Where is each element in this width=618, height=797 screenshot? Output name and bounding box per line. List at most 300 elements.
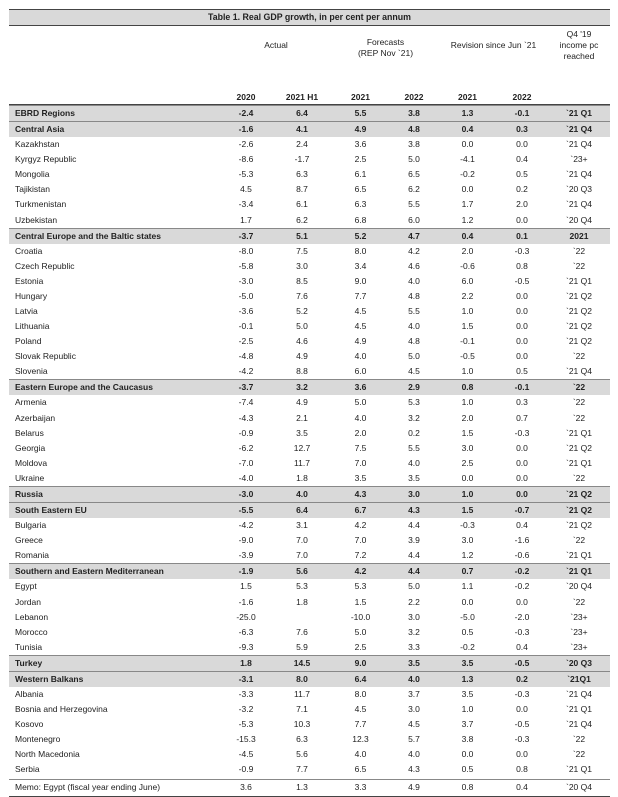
column-headers (9, 90, 610, 105)
cell: 4.0 (408, 749, 420, 760)
cell: 6.8 (354, 214, 367, 225)
row-label: South Eastern EU (15, 505, 87, 516)
col-2021h1: 2021 H1 (285, 92, 319, 102)
cell: 1.3 (296, 782, 308, 793)
cell: 7.1 (296, 704, 308, 715)
row-label: Lebanon (15, 611, 49, 622)
header-q4 (548, 29, 610, 62)
cell: 4.5 (240, 184, 252, 195)
cell: 3.0 (408, 488, 420, 499)
table-row (9, 625, 610, 640)
cell: `21 Q1 (566, 764, 592, 775)
cell: -0.1 (514, 382, 530, 393)
cell: 2.5 (354, 641, 367, 652)
cell: -0.3 (514, 626, 530, 637)
cell: `21 Q2 (566, 442, 592, 453)
cell: -0.2 (460, 641, 475, 652)
cell: 4.9 (296, 351, 308, 362)
cell: 4.0 (408, 321, 420, 332)
cell: -0.2 (514, 581, 530, 592)
cell: `21 Q2 (566, 306, 592, 317)
header-forecasts-l1: Forecasts (366, 37, 405, 47)
cell: 3.5 (461, 688, 474, 699)
cell: 6.5 (354, 184, 367, 195)
cell: 5.0 (408, 351, 420, 362)
cell: 3.2 (408, 626, 420, 637)
cell: 0.8 (516, 764, 528, 775)
cell: 4.2 (408, 245, 420, 256)
cell: 3.8 (408, 108, 420, 118)
cell: 6.0 (354, 366, 367, 377)
cell: -1.6 (514, 535, 530, 546)
table-row (9, 259, 610, 274)
cell: -0.1 (460, 336, 475, 347)
cell: 8.7 (296, 184, 308, 195)
cell: 0.3 (516, 124, 528, 135)
cell: 2.1 (296, 412, 308, 423)
cell: 3.2 (408, 412, 420, 423)
table-row (9, 244, 610, 259)
cell: -0.5 (514, 719, 530, 730)
cell: 0.0 (516, 749, 528, 760)
cell: 8.5 (296, 275, 308, 286)
table-row (9, 152, 610, 167)
table-row (9, 518, 610, 533)
cell: 7.0 (296, 535, 308, 546)
cell: 9.0 (354, 275, 367, 286)
cell: 3.8 (461, 734, 474, 745)
table-row (9, 732, 610, 747)
cell: -4.2 (238, 520, 254, 531)
cell: 5.3 (296, 581, 308, 592)
table-row (9, 441, 610, 456)
cell: 5.3 (408, 397, 420, 408)
cell: 2.0 (516, 199, 528, 210)
cell: 3.5 (461, 657, 474, 668)
group-row (9, 379, 610, 395)
cell: 3.6 (354, 139, 367, 150)
row-label: Lithuania (15, 321, 50, 332)
table-row (9, 762, 610, 777)
table-row (9, 197, 610, 212)
cell: 7.5 (354, 442, 367, 453)
cell: 4.8 (408, 124, 420, 135)
cell: 4.0 (354, 749, 367, 760)
table-row (9, 456, 610, 471)
cell: 3.5 (408, 657, 420, 668)
table-row (9, 640, 610, 655)
cell: 3.0 (296, 260, 308, 271)
cell: `20 Q3 (566, 184, 592, 195)
cell: `23+ (570, 626, 588, 637)
cell: 2.0 (461, 412, 474, 423)
cell: -9.0 (238, 535, 254, 546)
cell: 2.4 (296, 139, 308, 150)
cell: 4.2 (354, 566, 367, 577)
cell: 0.0 (516, 472, 528, 483)
cell: -1.6 (238, 124, 254, 135)
cell: -0.5 (514, 657, 530, 668)
cell: 5.7 (408, 734, 420, 745)
table-row (9, 167, 610, 182)
row-label: Bosnia and Herzegovina (15, 704, 108, 715)
row-label: Mongolia (15, 169, 50, 180)
cell: 1.3 (461, 108, 474, 118)
col-2020: 2020 (236, 92, 256, 102)
row-label: Greece (15, 535, 43, 546)
table-row (9, 349, 610, 364)
cell: -4.0 (238, 472, 254, 483)
row-label: Bulgaria (15, 520, 47, 531)
row-label: Slovenia (15, 366, 48, 377)
cell: 4.4 (408, 520, 420, 531)
cell: 6.4 (296, 108, 308, 118)
row-label: Morocco (15, 626, 48, 637)
row-label: Western Balkans (15, 673, 84, 684)
cell: -7.0 (238, 457, 254, 468)
cell: `22 (572, 412, 586, 423)
cell: -3.7 (238, 382, 254, 393)
cell: `21 Q1 (566, 427, 592, 438)
cell: 6.4 (296, 505, 308, 516)
cell: `20 Q3 (566, 657, 592, 668)
row-label: Turkmenistan (15, 199, 67, 210)
table-row (9, 471, 610, 486)
cell: 0.4 (516, 641, 528, 652)
cell: 0.3 (516, 397, 528, 408)
table-row (9, 610, 610, 625)
cell: 0.4 (516, 782, 528, 793)
cell: 6.1 (296, 199, 308, 210)
cell: -0.9 (238, 427, 254, 438)
cell: -5.5 (238, 505, 254, 516)
cell: 11.7 (294, 457, 310, 468)
cell: 0.1 (516, 230, 528, 241)
cell: 3.3 (354, 782, 367, 793)
cell: 4.9 (354, 336, 367, 347)
cell: -3.9 (238, 550, 254, 561)
cell: 5.2 (296, 306, 308, 317)
cell: 0.4 (461, 230, 474, 241)
cell: -0.6 (460, 260, 475, 271)
cell: 3.3 (408, 641, 420, 652)
table-row (9, 274, 610, 289)
header-q4-l1: Q4 '19 (566, 29, 592, 39)
cell: `21Q1 (567, 673, 591, 684)
cell: -3.1 (238, 673, 254, 684)
row-label: Tunisia (15, 641, 43, 652)
cell: -3.3 (238, 688, 254, 699)
cell: 4.0 (408, 275, 420, 286)
cell: 7.0 (296, 550, 308, 561)
cell: -0.5 (514, 275, 530, 286)
cell: -5.0 (460, 611, 475, 622)
cell: 3.6 (240, 782, 252, 793)
cell: 5.3 (354, 581, 367, 592)
table-row (9, 702, 610, 717)
cell: 0.0 (461, 472, 474, 483)
cell: `21 Q1 (566, 457, 592, 468)
row-label: Hungary (15, 290, 48, 301)
cell: 4.9 (296, 397, 308, 408)
cell: 5.0 (296, 321, 308, 332)
row-label: Tajikistan (15, 184, 50, 195)
cell: 3.9 (408, 535, 420, 546)
cell: `21 Q4 (566, 719, 592, 730)
group-row (9, 671, 610, 687)
cell: `21 Q2 (566, 321, 592, 332)
cell: 1.7 (461, 199, 474, 210)
cell: -0.5 (460, 351, 475, 362)
row-label: Armenia (15, 397, 47, 408)
cell: 0.0 (516, 139, 528, 150)
cell: 0.0 (461, 184, 474, 195)
cell: 4.9 (354, 124, 367, 135)
gdp-table (9, 9, 610, 797)
row-label: North Macedonia (15, 749, 80, 760)
cell: 0.7 (461, 566, 474, 577)
cell: -0.3 (514, 427, 530, 438)
cell: 0.2 (408, 427, 420, 438)
cell: 0.0 (516, 290, 528, 301)
cell: `23+ (570, 154, 588, 165)
cell: -2.5 (238, 336, 254, 347)
cell: `21 Q4 (566, 169, 592, 180)
cell: 9.0 (354, 657, 367, 668)
cell: -4.1 (460, 154, 475, 165)
cell: 0.0 (461, 139, 474, 150)
cell: 6.3 (354, 199, 367, 210)
cell: 2.0 (461, 245, 474, 256)
cell: -3.2 (238, 704, 254, 715)
cell: 4.4 (408, 550, 420, 561)
row-label: Slovak Republic (15, 351, 76, 362)
cell: 2.2 (461, 290, 474, 301)
cell: -1.9 (238, 566, 254, 577)
table-row (9, 289, 610, 304)
cell: -3.0 (238, 275, 254, 286)
cell: -0.1 (238, 321, 254, 332)
header-forecasts (332, 37, 439, 59)
cell: -25.0 (236, 611, 256, 622)
cell: 3.0 (461, 535, 474, 546)
cell: 5.5 (408, 199, 420, 210)
cell: 4.0 (354, 412, 367, 423)
cell: 3.5 (408, 472, 420, 483)
cell: -5.0 (238, 290, 254, 301)
cell: 3.2 (296, 382, 308, 393)
cell: 3.8 (408, 139, 420, 150)
cell: 0.0 (516, 442, 528, 453)
cell: 1.3 (461, 673, 474, 684)
cell: 8.0 (354, 688, 367, 699)
cell: 0.5 (516, 366, 528, 377)
group-row (9, 486, 610, 502)
cell: 4.5 (354, 321, 367, 332)
cell: `21 Q1 (566, 550, 592, 561)
cell: -0.9 (238, 764, 254, 775)
table-row (9, 334, 610, 349)
cell: -0.2 (514, 566, 530, 577)
table-row (9, 747, 610, 762)
row-label: Moldova (15, 457, 48, 468)
cell: 0.5 (461, 764, 474, 775)
cell: 0.2 (516, 184, 528, 195)
row-label: EBRD Regions (15, 108, 75, 118)
cell: 3.1 (296, 520, 308, 531)
cell: 3.5 (354, 472, 367, 483)
cell: 3.7 (408, 688, 420, 699)
cell: 1.0 (461, 488, 474, 499)
cell: 5.0 (408, 581, 420, 592)
cell: -8.6 (238, 154, 254, 165)
cell: 4.3 (408, 764, 420, 775)
cell: 1.2 (461, 550, 474, 561)
cell: 2.2 (408, 596, 420, 607)
cell: 8.0 (354, 245, 367, 256)
cell: 0.0 (516, 457, 528, 468)
cell: 4.4 (408, 566, 420, 577)
row-label: Egypt (15, 581, 37, 592)
row-label: Czech Republic (15, 260, 75, 271)
cell: 7.0 (354, 535, 367, 546)
cell: `22 (572, 397, 586, 408)
cell: 1.5 (461, 427, 474, 438)
cell: 4.6 (408, 260, 420, 271)
cell: 4.0 (354, 351, 367, 362)
cell: -6.3 (238, 626, 254, 637)
row-label: Eastern Europe and the Caucasus (15, 382, 153, 393)
group-row (9, 655, 610, 671)
cell: 2021 (569, 230, 589, 241)
cell: 14.5 (293, 657, 311, 668)
cell: `21 Q4 (566, 199, 592, 210)
cell: `23+ (570, 611, 588, 622)
col-f2021: 2021 (351, 92, 370, 102)
cell (272, 610, 332, 625)
cell: -15.3 (236, 734, 256, 745)
cell: 4.3 (408, 505, 420, 516)
cell: 4.0 (408, 673, 420, 684)
cell: 4.8 (408, 290, 420, 301)
cell: -0.3 (514, 688, 530, 699)
row-label: Central Asia (15, 124, 65, 135)
table-row (9, 579, 610, 594)
cell: 4.0 (296, 488, 308, 499)
cell: 4.9 (408, 782, 420, 793)
cell: 0.4 (461, 124, 474, 135)
cell: 10.3 (293, 719, 311, 730)
cell: 1.1 (461, 581, 474, 592)
cell: 4.5 (408, 366, 420, 377)
cell: 4.5 (354, 306, 367, 317)
cell: 7.0 (354, 457, 367, 468)
row-label: Belarus (15, 427, 44, 438)
cell: 1.0 (461, 397, 474, 408)
row-label: Albania (15, 688, 44, 699)
row-label: Kyrgyz Republic (15, 154, 77, 165)
cell: 6.3 (296, 169, 308, 180)
cell: 0.4 (516, 520, 528, 531)
cell: 4.0 (408, 457, 420, 468)
cell: `21 Q4 (566, 688, 592, 699)
cell: 3.0 (461, 442, 474, 453)
cell: 1.5 (240, 581, 252, 592)
cell: 5.0 (354, 626, 367, 637)
cell: -9.3 (238, 641, 254, 652)
cell: 6.1 (354, 169, 367, 180)
table-header (9, 26, 610, 90)
cell: 2.5 (354, 154, 367, 165)
cell: 4.3 (354, 488, 367, 499)
cell: 7.2 (354, 550, 367, 561)
cell: `22 (572, 245, 586, 256)
cell: `21 Q1 (566, 275, 592, 286)
cell: -0.3 (514, 734, 530, 745)
cell: 1.0 (461, 366, 474, 377)
table-row (9, 182, 610, 197)
cell: -0.3 (460, 520, 475, 531)
row-label: Ukraine (15, 472, 45, 483)
cell: -0.7 (514, 505, 530, 516)
row-label: Georgia (15, 442, 46, 453)
row-label: Memo: Egypt (fiscal year ending June) (15, 782, 161, 793)
cell: 4.2 (354, 520, 367, 531)
table-row (9, 319, 610, 334)
group-row (9, 563, 610, 579)
cell: 6.2 (296, 214, 308, 225)
cell: 0.0 (516, 351, 528, 362)
cell: `21 Q4 (566, 124, 592, 135)
cell: -7.4 (238, 397, 254, 408)
cell: 0.8 (461, 382, 474, 393)
cell: -3.7 (238, 230, 254, 241)
cell: 12.7 (293, 442, 311, 453)
cell: `21 Q2 (566, 488, 592, 499)
row-label: Jordan (15, 596, 41, 607)
cell: -0.3 (514, 245, 530, 256)
cell: -3.4 (238, 199, 254, 210)
cell: 5.6 (296, 749, 308, 760)
cell: -4.3 (238, 412, 254, 423)
cell: -1.7 (294, 154, 310, 165)
cell: `21 Q4 (566, 139, 592, 150)
cell: 4.5 (408, 719, 420, 730)
row-label: Uzbekistan (15, 214, 58, 225)
cell: -3.0 (238, 488, 254, 499)
table-title: Table 1. Real GDP growth, in per cent per annum (9, 9, 610, 26)
cell: 3.0 (408, 611, 420, 622)
cell: 4.1 (296, 124, 308, 135)
cell: -0.6 (514, 550, 530, 561)
cell: `21 Q4 (566, 366, 592, 377)
table-row (9, 364, 610, 379)
cell: 2.5 (461, 457, 474, 468)
cell: `23+ (570, 641, 588, 652)
header-q4-l2: income pc (559, 40, 599, 50)
cell: 0.5 (516, 169, 528, 180)
cell: 6.5 (354, 764, 367, 775)
cell: `21 Q1 (566, 108, 592, 118)
cell: 0.0 (516, 596, 528, 607)
cell: 7.5 (296, 245, 308, 256)
cell: `22 (572, 260, 586, 271)
cell: -8.0 (238, 245, 254, 256)
group-row (9, 121, 610, 137)
cell: 5.0 (354, 397, 367, 408)
table-row (9, 304, 610, 319)
cell: 5.1 (296, 230, 308, 241)
